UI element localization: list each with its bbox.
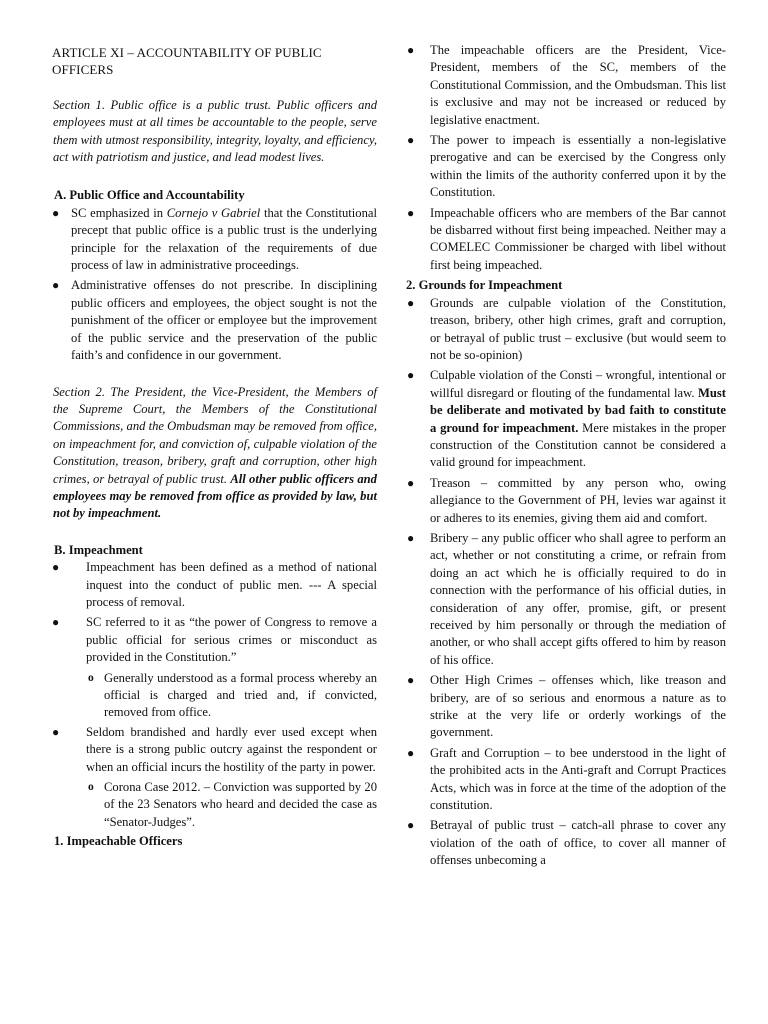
public-office-bullets [52, 205, 377, 365]
list-item: ● Bribery – any public officer who shall agree to perform an act, whether or not constituting a crime, or refrain from doing an act which he is officially required to do in connection with the performance of his official duties, in consideration of any offer, promise, gift, or present received by him personally or through the mediation of another, or who shall accept gifts offered to him by reason of his office. [407, 530, 726, 667]
impeachment-sub-bullets-2 [52, 779, 377, 831]
sub-list-item: o Corona Case 2012. – Conviction was supported by 20 of the 23 Senators who heard and decided the case as “Senator-Judges”. [88, 780, 377, 829]
list-item: ● Graft and Corruption – to bee understood in the light of the prohibited acts in the Anti-graft and Corrupt Practices Acts, which was in force at the time of the adoption of the constitution. [407, 745, 726, 813]
case-name: Cornejo v Gabriel [166, 205, 261, 220]
list-item: ● Treason – committed by any person who, owing allegiance to the Government of PH, levies war against it or adheres to its enemies, giving them aid and comfort. [407, 475, 726, 525]
list-item: ● Grounds are culpable violation of the Constitution, treason, bribery, other high crimes, graft and corruption, or betrayal of public trust – exclusive (but would seem to not be so-opinion) [407, 295, 726, 362]
culpable-bold-text: Must be deliberate and motivated by bad faith to constitute a ground for impeachment. [430, 385, 726, 435]
bullet-icon: ● [407, 745, 415, 760]
article-title: ARTICLE XI – ACCOUNTABILITY OF PUBLIC OFFICERS [52, 45, 322, 78]
bullet-icon: ● [407, 530, 415, 545]
sub-list-item: o Generally understood as a formal process whereby an official is charged and tried and, if convicted, removed from office. [88, 670, 377, 720]
impeachment-sub-bullets [52, 670, 377, 722]
impeachment-bullets-2 [52, 724, 377, 776]
bullet-icon: ● [52, 205, 60, 220]
bullet-icon: ● [407, 475, 415, 490]
bullet-icon: ● [407, 673, 415, 688]
list-item: ● The power to impeach is essentially a non-legislative prerogative and can be exercised by the Congress only within the limits of the authority conferred upon it by the Constitution. [407, 133, 726, 200]
bullet-icon: ● [52, 724, 60, 739]
sub-bullet-icon: o [88, 671, 94, 684]
list-item: ● Administrative offenses do not prescribe. In disciplining public officers and employees, the object sought is not the punishment of the officer or employee but the improvement of the public service and the preservation of the public faith’s and confidence in our government. [52, 278, 377, 363]
section-2-bold-text: All other public officers and employees may be removed from office as provided by law, but not by impeachment. [53, 471, 377, 521]
bullet-icon: ● [407, 818, 415, 833]
list-item: ● Betrayal of public trust – catch-all phrase to cover any violation of the oath of office, to cover all manner of offenses unbecoming a [407, 818, 726, 868]
bullet-icon: ● [407, 133, 415, 148]
subheading-public-office: A. Public Office and Accountability [54, 188, 245, 203]
right-column [406, 42, 726, 873]
bullet-icon: ● [407, 43, 415, 57]
impeachable-officers-bullets [406, 42, 726, 274]
section-1-text: Section 1. Public office is a public trust. Public officers and employees must at all times be accountable to the people, serve them with utmost responsibility, integrity, loyalty, and efficiency, act with patriotism and justice, and lead modest lives. [53, 97, 377, 165]
grounds-bullets [406, 295, 726, 870]
bullet-icon: ● [407, 368, 415, 383]
list-item: ● Impeachable officers who are members of the Bar cannot be disbarred without first being impeached. Neither may a COMELEC Commissioner be charged with libel without first being impeached. [407, 205, 726, 272]
bullet-icon: ● [52, 278, 60, 293]
bullet-icon: ● [407, 205, 415, 220]
bullet-icon: ● [52, 615, 60, 630]
bullet-icon: ● [407, 295, 415, 310]
section-2-text: Section 2. The President, the Vice-President, the Members of the Supreme Court, the Members of the Constitutional Commissions, and the Ombudsman may be removed from office, on impeachment for, and conviction of, culpable violation of the Constitution, treason, bribery, graft and corruption, other high crimes, or betrayal of public trust. All other public officers and employees may be removed from office as provided by law, but not by impeachment. [53, 384, 377, 521]
list-item: ● Culpable violation of the Consti – wrongful, intentional or willful disregard or flouting of the fundamental law. Must be deliberate and motivated by bad faith to constitute a ground for impeachment. Mere mistakes in the proper construction of the Constitution cannot be considered a valid ground for impeachment. [407, 368, 726, 470]
sub-bullet-icon: o [88, 781, 94, 794]
list-item: ● SC referred to it as “the power of Congress to remove a public official for serious crimes or misconduct as provided in the Constitution.” [52, 615, 377, 665]
list-item: ● Seldom brandished and hardly ever used except when there is a strong public outcry against the respondent or when an official incurs the hostility of the party in power. [52, 724, 377, 774]
list-item: ● Impeachment has been defined as a method of national inquest into the conduct of public men. --- A special process of removal. [52, 560, 377, 609]
list-item: ● Other High Crimes – offenses which, like treason and bribery, are of so serious and enormous a nature as to strike at the very life or orderly workings of the government. [407, 673, 726, 740]
subheading-impeachment: B. Impeachment [54, 542, 143, 557]
list-item: ● The impeachable officers are the President, Vice-President, members of the SC, members of the Constitutional Commission, and the Ombudsman. This list is exclusive and may not be increased or reduced by legislative enactment. [407, 43, 726, 127]
impeachment-bullets [52, 559, 377, 666]
subheading-impeachable-officers: 1. Impeachable Officers [54, 834, 183, 849]
bullet-icon: ● [52, 560, 60, 575]
subheading-grounds: 2. Grounds for Impeachment [406, 278, 563, 293]
list-item: ● SC emphasized in Cornejo v Gabriel that the Constitutional precept that public office is a public trust is the underlying principle for the relaxation of the requirements of due process of law in administrative proceedings. [52, 205, 377, 273]
left-column [52, 42, 377, 851]
